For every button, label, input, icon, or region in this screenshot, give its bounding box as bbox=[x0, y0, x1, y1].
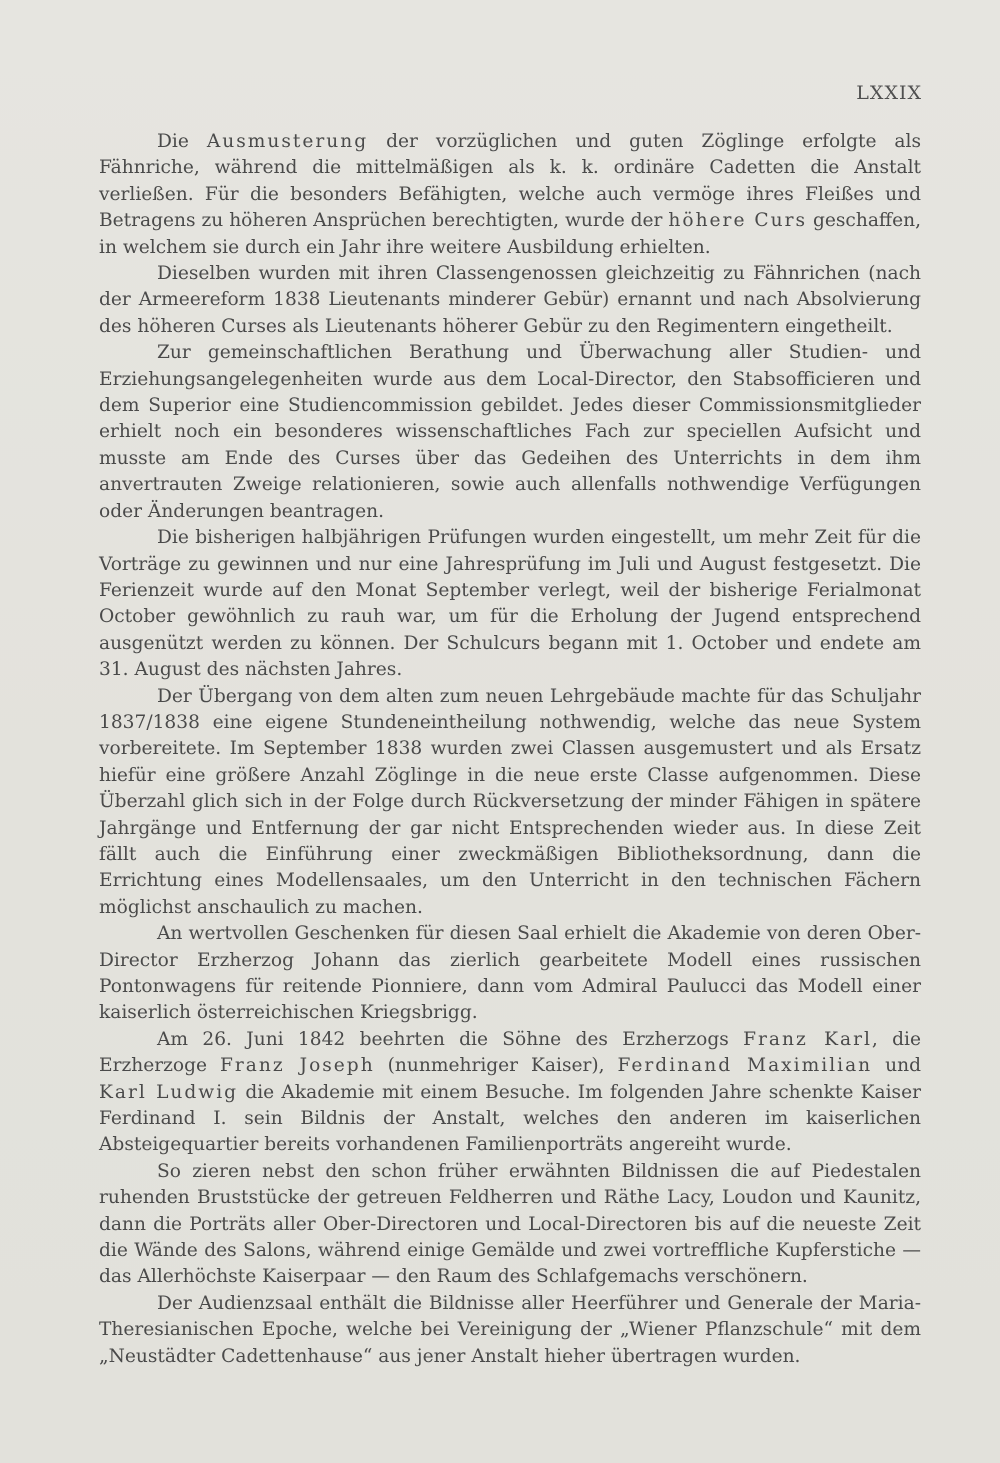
paragraph-text: Die bisherigen halbjährigen Prüfungen wurden eingestellt, um mehr Zeit für die Vorträge zu gewinnen und nur eine Jahresprüfung im Juli und August festgesetzt. Die Ferienzeit wurde auf den Monat September verlegt, weil der bisherige Ferialmonat October gewöhnlich zu rauh war, um für die Erholung der Jugend entsprechend ausgenützt werden zu können. Der Schulcurs begann mit 1. October und endete am 31. August des nächsten Jahres. bbox=[99, 527, 921, 681]
emphasized-text: höhere Curs bbox=[668, 210, 808, 232]
text-body bbox=[99, 129, 921, 1370]
paragraph bbox=[99, 261, 921, 340]
paragraph-text: die Akademie mit einem Besuche. Im folgenden Jahre schenkte Kaiser Ferdinand I. sein Bildnis der Anstalt, welches den anderen im kaiserlichen Absteigequartier bereits vorhandenen Familienporträts angereiht wurde. bbox=[99, 1081, 921, 1156]
paragraph-text: Der Übergang von dem alten zum neuen Lehrgebäude machte für das Schuljahr 1837/1838 eine eigene Stundeneintheilung nothwendig, welche das neue System vorbereitete. Im September 1838 wurden zwei Classen ausgemustert und als Ersatz hiefür eine größere Anzahl Zöglinge in die neue erste Classe aufgenommen. Diese Überzahl glich sich in der Folge durch Rückversetzung der minder Fähigen in spätere Jahrgänge und Entfernung der gar nicht Entsprechenden wieder aus. In diese Zeit fällt auch die Einführung einer zweckmäßigen Bibliotheksordnung, dann die Errichtung eines Modellensaales, um den Unterricht in den technischen Fächern möglichst anschaulich zu machen. bbox=[99, 685, 921, 918]
paragraph-text: Zur gemeinschaftlichen Berathung und Überwachung aller Studien- und Erziehungsangelegenheiten wurde aus dem Local-Director, den Stabsofficieren und dem Superior eine Studiencommission gebildet. Jedes dieser Commissionsmitglieder erhielt noch ein besonderes wissenschaftliches Fach zur speciellen Aufsicht und musste am Ende des Curses über das Gedeihen des Unterrichts in dem ihm anvertrauten Zweige relationieren, sowie auch allenfalls nothwendige Verfügungen oder Änderungen beantragen. bbox=[99, 342, 921, 522]
paragraph bbox=[99, 525, 921, 683]
paragraph bbox=[99, 1291, 921, 1370]
emphasized-text: Franz Karl bbox=[743, 1028, 872, 1050]
page-number: LXXIX bbox=[856, 82, 922, 104]
emphasized-text: Ausmusterung bbox=[206, 131, 369, 152]
emphasized-text: Franz Joseph bbox=[220, 1055, 375, 1077]
emphasized-text: Karl Ludwig bbox=[99, 1081, 239, 1103]
paragraph-text: der vorzüglichen und guten Zöglinge erfolgte als Fähnriche, während die mittelmäßigen als k. k. ordinäre Cadetten die Anstalt verließen. Für die besonders Befähigten, welche auch vermöge ihres Fleißes und Betragens zu höheren Ansprüchen berechtigten, wurde der bbox=[99, 131, 921, 232]
paragraph bbox=[99, 921, 921, 1027]
paragraph bbox=[99, 1027, 921, 1159]
paragraph-text: (nunmehriger Kaiser), bbox=[374, 1055, 618, 1077]
paragraph bbox=[99, 1159, 921, 1291]
paragraph-text: So zieren nebst den schon früher erwähnten Bildnissen die auf Piedestalen ruhenden Bruststücke der getreuen Feldherren und Räthe Lacy, Loudon und Kaunitz, dann die Porträts aller Ober-Directoren und Local-Directoren bis auf die neueste Zeit die Wände des Salons, während einige Gemälde und zwei vortreffliche Kupferstiche — das Allerhöchste Kaiserpaar — den Raum des Schlafgemachs verschönern. bbox=[99, 1160, 921, 1288]
paragraph-text: , die Erzherzoge bbox=[99, 1028, 921, 1077]
paragraph bbox=[99, 684, 921, 922]
paragraph-text: Am 26. Juni 1842 beehrten die Söhne des Erzherzogs bbox=[157, 1028, 744, 1050]
paragraph-text: Dieselben wurden mit ihren Classengenossen gleichzeitig zu Fähnrichen (nach der Armeereform 1838 Lieutenants minderer Gebür) ernannt und nach Absolvierung des höheren Curses als Lieutenants höherer Gebür zu den Regimentern eingetheilt. bbox=[99, 263, 921, 337]
paragraph bbox=[99, 340, 921, 525]
paragraph-text: Der Audienzsaal enthält die Bildnisse aller Heerführer und Generale der Maria-Theresianischen Epoche, welche bei Vereinigung der „Wiener Pflanzschule“ mit dem „Neustädter Cadettenhause“ aus jener Anstalt hieher übertragen wurden. bbox=[99, 1292, 921, 1367]
paragraph-text: und bbox=[872, 1055, 921, 1077]
emphasized-text: Ferdinand Maximilian bbox=[617, 1055, 873, 1077]
paragraph-text: geschaffen, in welchem sie durch ein Jahr ihre weitere Ausbildung erhielten. bbox=[99, 210, 922, 258]
paragraph-text: An wertvollen Geschenken für diesen Saal erhielt die Akademie von deren Ober-Director Erzherzog Johann das zierlich gearbeitete Modell eines russischen Pontonwagens für reitende Pionniere, dann vom Admiral Paulucci das Modell einer kaiserlich österreichischen Kriegsbrigg. bbox=[99, 923, 921, 1024]
paragraph-text: Die bbox=[157, 131, 207, 152]
paragraph bbox=[99, 129, 921, 261]
